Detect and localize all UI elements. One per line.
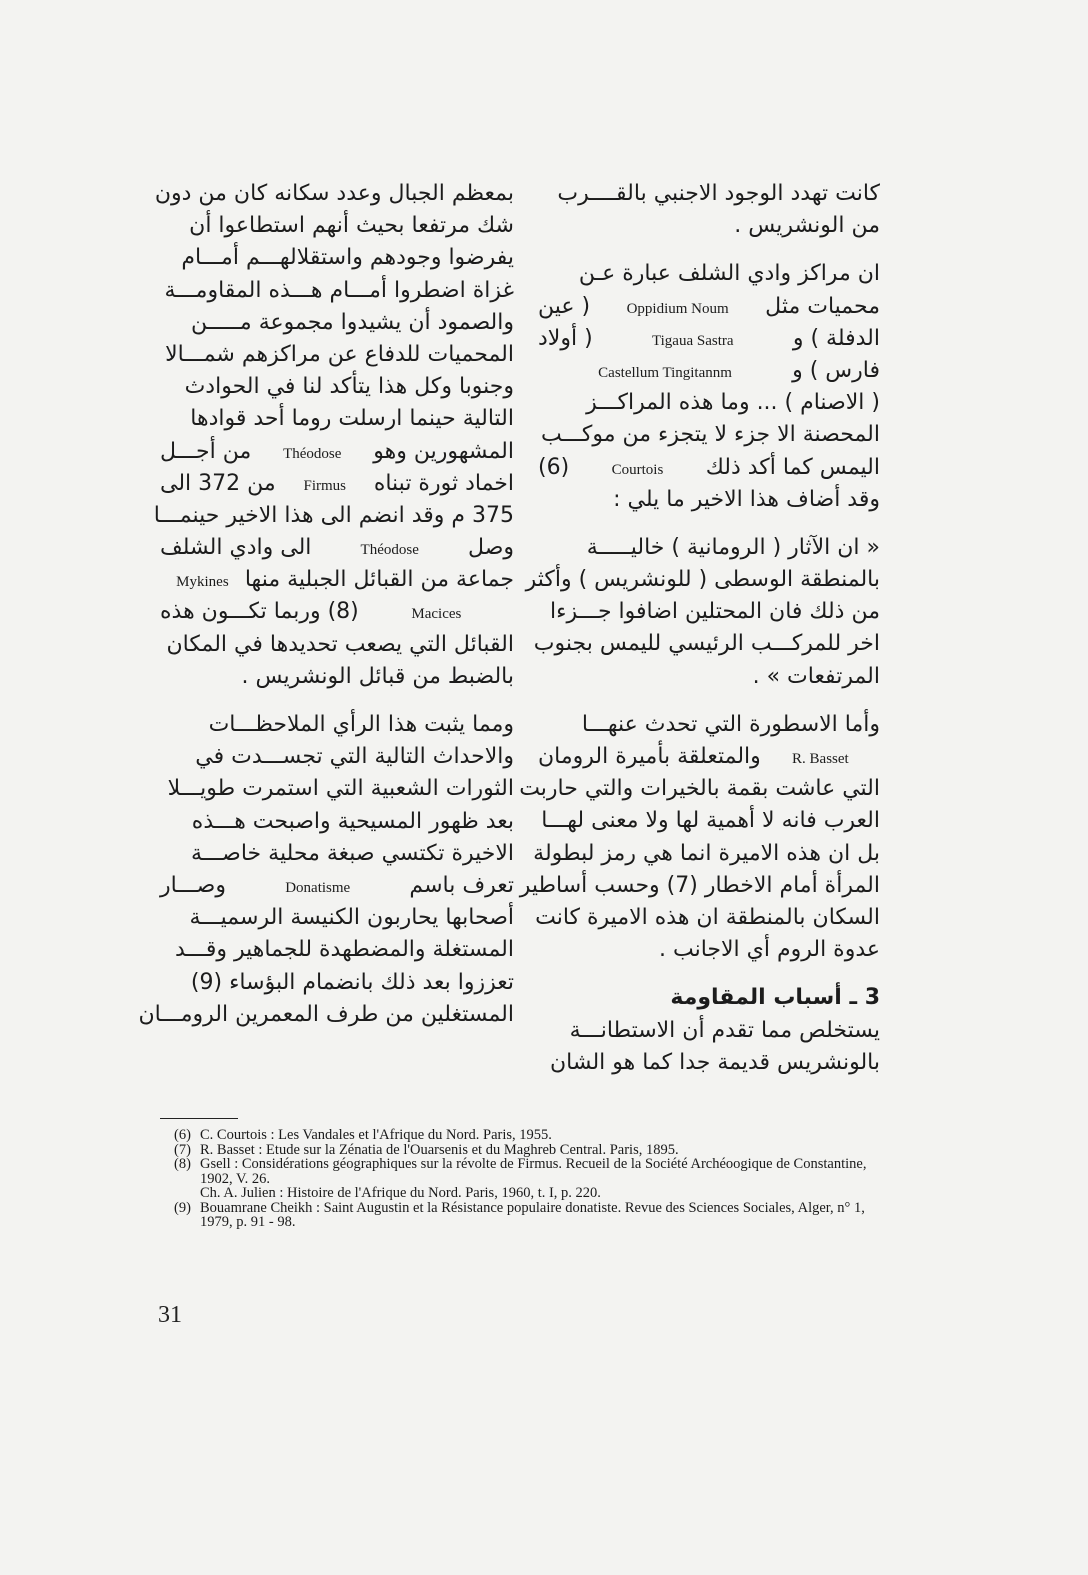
latin-term: Oppidium Noum [626,300,729,317]
text-line: الاخيرة تكتسي صبغة محلية خاصـــة [191,840,514,866]
footnote-text: R. Basset : Etude sur la Zénatia de l'Ouarsenis et du Maghreb Central. Paris, 1895. [200,1141,679,1158]
text-line: القبائل التي يصعب تحديدها في المكان [166,631,514,657]
latin-term: R. Basset [792,751,849,767]
footnote [160,1201,890,1230]
text-line: غزاة اضطروا أمـــام هـــذه المقاومـــة [164,277,514,303]
text-segment: من أجـــل [160,438,252,464]
text-line: بل ان هذه الاميرة انما هي رمز لبطولة [533,840,880,866]
text-line: التي عاشت بقمة بالخيرات والتي حاربت [519,776,880,802]
text-line: وأما الاسطورة التي تحدث عنهـــا [581,711,880,737]
footnote-text: Gsell : Considérations géographiques sur la révolte de Firmus. Recueil de la Société Archéoogique de Constantine, 1902, V. 26. [200,1156,867,1187]
text-segment: من 372 الى [160,470,276,496]
latin-term: Courtois [611,461,664,478]
latin-term: Firmus [303,477,347,494]
text-line: اخر للمركـــب الرئيسي لليمس بجنوب [533,631,880,657]
text-line: السكان بالمنطقة ان هذه الاميرة كانت [535,904,880,930]
text-line: « ان الآثار ( الرومانية ) خاليـــــة [586,534,880,560]
text-segment: محميات مثل [765,293,880,319]
text-line: كانت تهدد الوجود الاجنبي بالقــــرب [557,181,880,206]
text-segment: اليمس كما أكد ذلك [705,454,880,480]
right-text-column [519,178,880,1079]
footnote-number [160,1186,200,1201]
text-segment: (8) وربما تكـــون هذه [160,599,359,625]
text-line: من ذلك فان المحتلين اضافوا جـــزءا [550,599,880,625]
left-text-column [138,178,514,1031]
text-line [160,532,514,564]
text-line: ( الاصنام ) ... وما هذه المراكـــز [586,390,880,416]
text-segment: فارس ) و [792,357,880,383]
latin-term: Macices [411,606,462,623]
text-segment: والمتعلقة بأميرة الرومان [538,744,761,769]
text-segment: ( عين [538,293,591,319]
text-line [538,452,880,484]
text-segment: الى وادي الشلف [160,535,312,561]
text-line: شك مرتفعا بحيث أنهم استطاعوا أن [189,213,514,239]
text-segment: (6) [538,454,570,480]
text-line: من الونشريس . [734,213,880,239]
latin-term: Théodose [360,542,419,559]
section-heading: 3 ـ أسباب المقاومة [670,985,880,1011]
footnote [160,1186,890,1201]
text-line: المستغلين من طرف المعمرين الرومـــان [138,1001,514,1027]
text-line: بالضبط من قبائل الونشريس . [241,663,514,689]
text-segment: وصـــار [160,872,226,898]
footnote-number: (9) [174,1199,191,1216]
text-line [538,741,880,773]
text-line [538,323,880,355]
text-line: ومما يثبت هذا الرأي الملاحظـــات [208,712,514,737]
footnote [160,1157,890,1186]
footnote-text: C. Courtois : Les Vandales et l'Afrique du Nord. Paris, 1955. [200,1127,552,1143]
text-segment: ( أولاد [538,325,593,351]
text-segment: تعرف باسم [409,872,514,898]
text-line: العرب فانه لا أهمية لها ولا معنى لهـــا [541,808,880,834]
text-line: تعززوا بعد ذلك بانضمام البؤساء (9) [190,969,514,995]
footnote [160,1128,890,1143]
text-line: وقد أضاف هذا الاخير ما يلي : [613,486,880,512]
footnote-number: (7) [174,1141,191,1158]
text-line: المرتفعات » . [752,663,880,689]
text-line [160,564,514,596]
text-segment: اخماد ثورة تبناه [373,470,514,496]
text-line: والصمود أن يشيدوا مجموعة مـــــن [190,309,514,335]
latin-term: Théodose [283,445,342,462]
text-line [538,291,880,323]
text-segment: جماعة من القبائل الجبلية منها [244,567,514,593]
footnote-text: Ch. A. Julien : Histoire de l'Afrique du Nord. Paris, 1960, t. I, p. 220. [200,1185,601,1201]
footnote [160,1143,890,1158]
text-line: المستغلة والمضطهدة للجماهير وقـــد [175,937,514,963]
page-number: 31 [158,1302,182,1328]
text-line: المحصنة الا جزء لا يتجزء من موكـــب [540,422,880,448]
text-line: الثورات الشعبية التي استمرت طويـــلا [167,776,514,802]
text-line: يفرضوا وجودهم واستقلالهـــم أمـــام [181,245,514,271]
footnote-number: (8) [174,1156,191,1172]
text-line: التالية حينما ارسلت روما أحد قوادها [190,406,514,432]
footnote-text: Bouamrane Cheikh : Saint Augustin et la Résistance populaire donatiste. Revue des Sciences Sociales, Alger, n° 1, 1979, p. 91 - 98. [200,1199,865,1230]
latin-term: Donatisme [285,879,351,896]
text-line [538,355,880,387]
footnote-number: (6) [174,1127,191,1143]
text-line [160,468,514,500]
footnote-divider [160,1118,238,1119]
text-line: المرأة أمام الاخطار (7) وحسب أساطير [519,872,880,898]
text-line: بالونشريس قديمة جدا كما هو الشان [549,1049,880,1075]
text-segment: الدفلة ) و [792,325,880,351]
text-line: يستخلص مما تقدم أن الاستطانـــة [569,1017,880,1043]
text-line [160,596,514,628]
text-line: عدوة الروم أي الاجانب . [658,937,880,963]
text-segment: المشهورين وهو [373,438,514,464]
text-line: المحميات للدفاع عن مراكزهم شمـــالا [165,341,514,367]
text-line: ان مراكز وادي الشلف عبارة عـن [578,261,880,287]
latin-term: Tigaua Sastra [651,332,734,349]
text-line: بعد ظهور المسيحية واصبحت هـــذه [191,808,514,834]
text-segment: وصل [468,535,514,561]
text-line: 375 م وقد انضم الى هذا الاخير حينمـــا [153,502,514,528]
text-line: وجنوبا وكل هذا يتأكد لنا في الحوادث [184,374,514,400]
text-line: بمعظم الجبال وعدد سكانه كان من دون [154,181,514,206]
footnotes [160,1128,890,1230]
text-line: بالمنطقة الوسطى ( للونشريس ) وأكثر [525,567,880,593]
latin-term: Mykines [176,574,229,591]
latin-term: Castellum Tingitannm [598,364,732,381]
text-line [160,436,514,468]
text-line: أصحابها يحاربون الكنيسة الرسميـــة [189,905,514,931]
text-line [160,870,514,902]
text-line: والاحداث التالية التي تجســـدت في [195,744,514,770]
